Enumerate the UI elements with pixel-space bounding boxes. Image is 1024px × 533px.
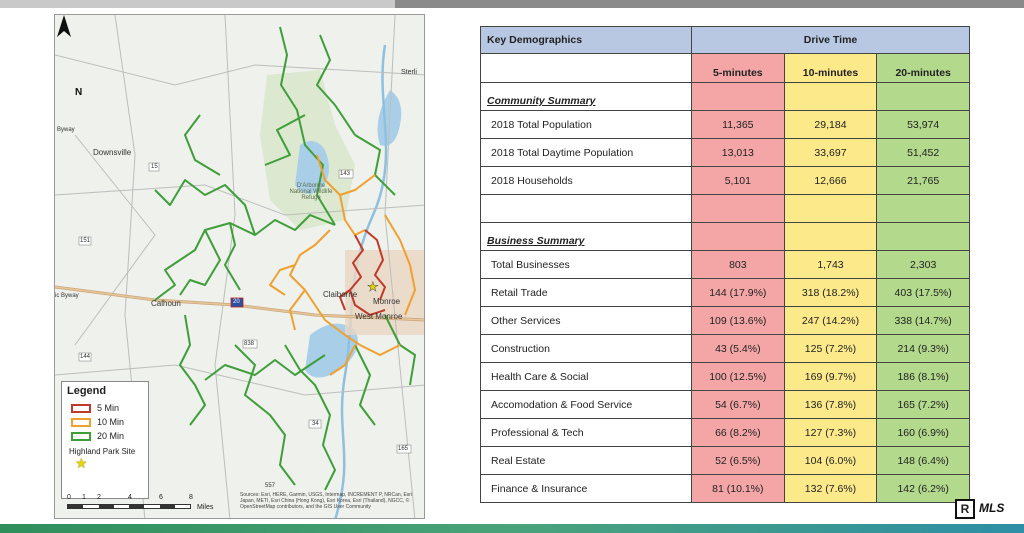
row-value: 1,743 [784,251,877,279]
row-value: 148 (6.4%) [877,447,970,475]
row-value: 81 (10.1%) [692,475,785,503]
road-shield-165: 165 [398,446,409,452]
section-title: Business Summary [481,223,692,251]
north-arrow-icon [55,15,73,39]
row-value: 109 (13.6%) [692,307,785,335]
scale-tick: 2 [97,494,101,501]
map-legend [61,381,149,499]
table-row [481,447,970,475]
legend-title: Legend [67,385,107,397]
row-label: Retail Trade [481,279,692,307]
table-cell [877,223,970,251]
road-shield-15: 15 [151,164,158,170]
table-row-spacer [481,195,970,223]
row-value: 136 (7.8%) [784,391,877,419]
table-row [481,363,970,391]
legend-swatch-orange [71,418,91,427]
scale-tick: 0 [67,494,71,501]
north-label: N [75,87,83,98]
road-shield-143: 143 [340,171,351,177]
table-row [481,111,970,139]
row-value: 247 (14.2%) [784,307,877,335]
map-sources: Sources: Esri, HERE, Garmin, USGS, Intermap, INCREMENT P, NRCan, Esri Japan, METI, Esri China (Hong Kong), Esri Korea, Esri (Thailand), NGCC, © OpenStreetMap contributors, and the GIS User Community [240,492,413,510]
row-label: Professional & Tech [481,419,692,447]
row-value: 100 (12.5%) [692,363,785,391]
row-value: 21,765 [877,167,970,195]
legend-label: 20 Min [97,431,125,441]
section-title: Community Summary [481,83,692,111]
legend-label: 10 Min [97,417,125,427]
map-label-byway: Byway [57,127,75,133]
row-value: 169 (9.7%) [784,363,877,391]
table-cell [784,223,877,251]
row-value: 66 (8.2%) [692,419,785,447]
map-label-downsville: Downsville [93,148,132,157]
row-value: 12,666 [784,167,877,195]
legend-item-20-min [71,429,143,443]
row-value: 53,974 [877,111,970,139]
map-label-calhoun: Calhoun [151,299,181,308]
row-value: 160 (6.9%) [877,419,970,447]
legend-item-10-min [71,415,143,429]
scale-bar [67,493,237,519]
row-value: 214 (9.3%) [877,335,970,363]
top-accent-bar [0,0,1024,8]
legend-item-5-min [71,401,143,415]
road-shield-144: 144 [80,354,91,360]
row-value: 338 (14.7%) [877,307,970,335]
table-row [481,419,970,447]
header-key-demographics: Key Demographics [481,27,692,54]
legend-label: 5 Min [97,403,120,413]
row-value: 33,697 [784,139,877,167]
map-label-west-monroe: West Monroe [355,312,403,321]
row-label: Finance & Insurance [481,475,692,503]
map-label-claiborne: Claiborne [323,290,358,299]
table-header-row [481,27,970,54]
column-header-row [481,54,970,83]
legend-swatch-green [71,432,91,441]
scale-tick: 6 [159,494,163,501]
realtor-r-icon: R [955,499,975,519]
row-value: 165 (7.2%) [877,391,970,419]
row-label: Other Services [481,307,692,335]
scale-unit: Miles [197,504,214,511]
row-label: 2018 Households [481,167,692,195]
section-header-row [481,83,970,111]
bottom-accent-bar [0,524,1024,533]
table-cell [784,83,877,111]
legend-swatch-red [71,404,91,413]
row-value: 132 (7.6%) [784,475,877,503]
map-label-monroe: Monroe [373,297,401,306]
row-value: 54 (6.7%) [692,391,785,419]
drive-time-map[interactable] [54,14,425,519]
table-row [481,279,970,307]
row-value: 43 (5.4%) [692,335,785,363]
scale-bar-segments [67,504,191,509]
logo-mls-text: MLS [979,501,1005,515]
scale-tick: 1 [82,494,86,501]
table-cell [784,195,877,223]
row-label: Accomodation & Food Service [481,391,692,419]
row-value: 803 [692,251,785,279]
table-row [481,391,970,419]
row-value: 104 (6.0%) [784,447,877,475]
row-value: 29,184 [784,111,877,139]
table-row [481,251,970,279]
row-value: 13,013 [692,139,785,167]
table-row [481,307,970,335]
road-shield-151: 151 [80,238,91,244]
section-header-row [481,223,970,251]
row-value: 52 (6.5%) [692,447,785,475]
row-value: 318 (18.2%) [784,279,877,307]
table-row [481,335,970,363]
road-shield-34: 34 [312,421,319,427]
mls-logo [955,497,1017,525]
map-label-wildlife-refuge: D'Arbonne National Wildlife Refuge [289,183,333,201]
column-header-20-minutes: 20-minutes [877,54,970,83]
row-label: Total Businesses [481,251,692,279]
scale-tick: 4 [128,494,132,501]
table-cell [692,223,785,251]
table-cell [877,195,970,223]
row-value: 5,101 [692,167,785,195]
row-value: 144 (17.9%) [692,279,785,307]
road-shield-557: 557 [265,483,276,489]
legend-site-label: Highland Park Site [69,447,136,456]
table-cell [877,83,970,111]
table-cell [481,54,692,83]
row-value: 127 (7.3%) [784,419,877,447]
table-row [481,475,970,503]
row-value: 403 (17.5%) [877,279,970,307]
star-icon: ★ [75,455,88,471]
row-value: 51,452 [877,139,970,167]
column-header-10-minutes: 10-minutes [784,54,877,83]
table-cell [692,195,785,223]
column-header-5-minutes: 5-minutes [692,54,785,83]
table-cell [481,195,692,223]
row-label: 2018 Total Population [481,111,692,139]
svg-text:★: ★ [367,280,379,295]
map-label-sterlington: Sterli [401,69,417,76]
table-row [481,167,970,195]
row-label: Construction [481,335,692,363]
row-value: 186 (8.1%) [877,363,970,391]
demographics-table [480,26,970,503]
header-drive-time: Drive Time [692,27,970,54]
row-value: 142 (6.2%) [877,475,970,503]
map-label-ic-byway: ic Byway [55,293,79,299]
row-value: 11,365 [692,111,785,139]
row-label: Health Care & Social [481,363,692,391]
row-label: 2018 Total Daytime Population [481,139,692,167]
road-shield-838: 838 [244,341,255,347]
row-value: 125 (7.2%) [784,335,877,363]
interstate-shield-20: 20 [233,299,240,305]
table-row [481,139,970,167]
row-label: Real Estate [481,447,692,475]
row-value: 2,303 [877,251,970,279]
table-cell [692,83,785,111]
scale-tick: 8 [189,494,193,501]
